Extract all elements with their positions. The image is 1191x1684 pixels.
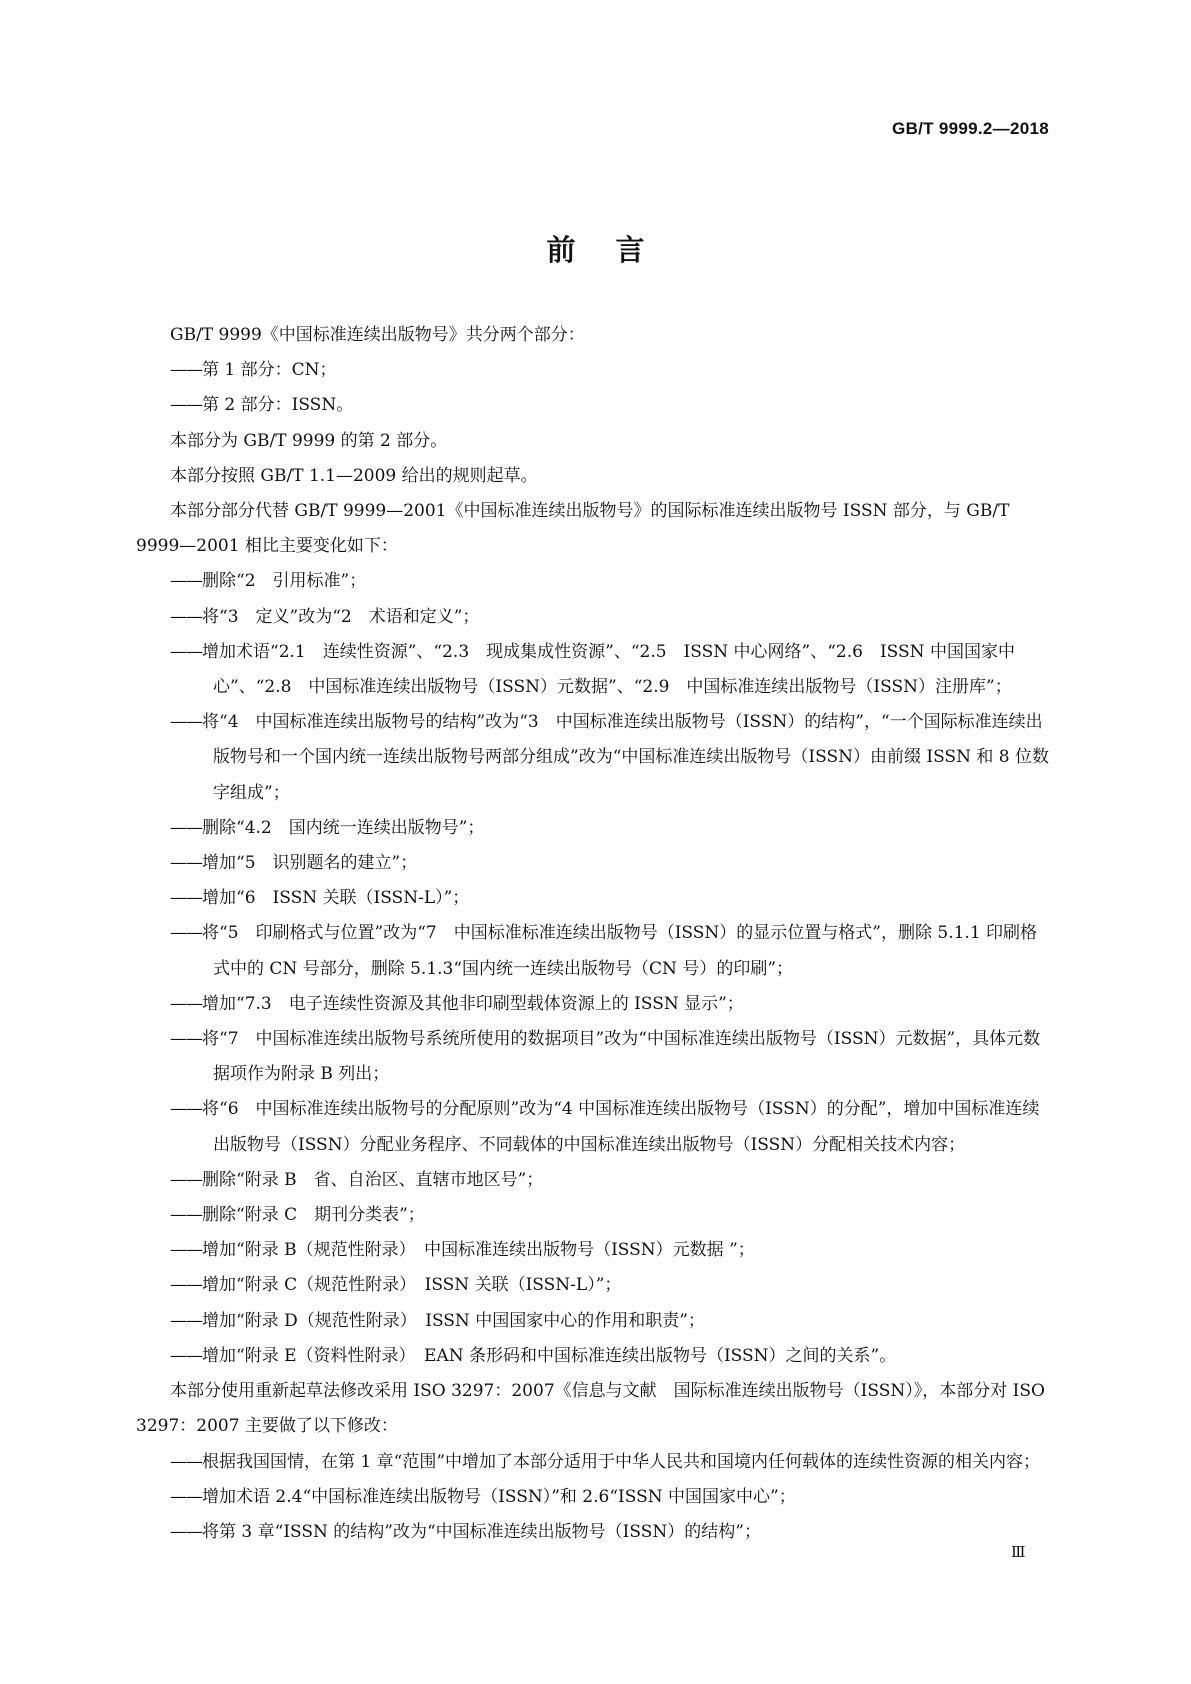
- list-item: [136, 1022, 1051, 1092]
- dash-marker: ——: [170, 1451, 202, 1472]
- list-item: [136, 705, 1051, 811]
- dash-marker: ——: [170, 641, 202, 662]
- list-item: [136, 811, 1051, 846]
- paragraphs-a: [136, 424, 1051, 565]
- list-item: [136, 1268, 1051, 1303]
- changes-list: [136, 564, 1051, 1374]
- modifications-list: [136, 1445, 1051, 1551]
- dash-marker: ——: [170, 817, 202, 838]
- list-item: [136, 388, 1051, 423]
- dash-marker: ——: [170, 571, 202, 592]
- list-item: [136, 881, 1051, 916]
- dash-marker: ——: [170, 712, 202, 733]
- list-item-text: 增加“7.3 电子连续性资源及其他非印刷型载体资源上的 ISSN 显示”；: [202, 993, 744, 1014]
- dash-marker: ——: [170, 1345, 202, 1366]
- list-item-text: 增加“附录 D（规范性附录） ISSN 中国国家中心的作用和职责”；: [202, 1310, 705, 1331]
- paragraph: 本部分部分代替 GB/T 9999—2001《中国标准连续出版物号》的国际标准连续出版物号 ISSN 部分，与 GB/T 9999—2001 相比主要变化如下：: [136, 501, 1010, 557]
- list-item-text: 删除“附录 C 期刊分类表”；: [202, 1205, 425, 1226]
- dash-marker: ——: [170, 606, 202, 627]
- paragraph: 本部分按照 GB/T 1.1—2009 给出的规则起草。: [170, 465, 538, 486]
- page-title: 前言: [546, 233, 685, 267]
- list-item: [136, 1304, 1051, 1339]
- list-item-text: 将“5 印刷格式与位置”改为“7 中国标准标准连续出版物号（ISSN）的显示位置与格式”，删除 5.1.1 印刷格式中的 CN 号部分，删除 5.1.3“国内统一连续出版物号（CN 号）的印刷”；: [202, 923, 1038, 979]
- dash-marker: ——: [170, 1310, 202, 1331]
- dash-marker: ——: [170, 1275, 202, 1296]
- list-item: [136, 1339, 1051, 1374]
- list-item: [136, 1515, 1051, 1550]
- dash-marker: ——: [170, 1486, 202, 1507]
- dash-marker: ——: [170, 993, 202, 1014]
- list-item: [136, 1163, 1051, 1198]
- paragraph: 本部分使用重新起草法修改采用 ISO 3297：2007《信息与文献 国际标准连续出版物号（ISSN）》，本部分对 ISO 3297：2007 主要做了以下修改：: [136, 1381, 1045, 1437]
- list-item-text: 将“6 中国标准连续出版物号的分配原则”改为“4 中国标准连续出版物号（ISSN）的分配”，增加中国标准连续出版物号（ISSN）分配业务程序、不同载体的中国标准连续出版物号（ISSN）分配相关技术内容；: [202, 1099, 1040, 1155]
- parts-list: [136, 353, 1051, 423]
- list-item-text: 增加“附录 C（规范性附录） ISSN 关联（ISSN-L）”；: [202, 1275, 622, 1296]
- list-item: [136, 846, 1051, 881]
- dash-marker: ——: [170, 1099, 202, 1120]
- list-item-text: 删除“2 引用标准”；: [202, 571, 367, 592]
- list-item: [136, 987, 1051, 1022]
- foreword-body: [136, 318, 1051, 1550]
- list-item-text: 将“7 中国标准连续出版物号系统所使用的数据项目”改为“中国标准连续出版物号（ISSN）元数据”，具体元数据项作为附录 B 列出；: [202, 1029, 1041, 1085]
- list-item-text: 删除“4.2 国内统一连续出版物号”；: [202, 817, 485, 838]
- list-item-text: 根据我国国情，在第 1 章“范围”中增加了本部分适用于中华人民共和国境内任何载体的连续性资源的相关内容；: [202, 1451, 1041, 1472]
- dash-marker: ——: [170, 360, 202, 381]
- dash-marker: ——: [170, 1205, 202, 1226]
- dash-marker: ——: [170, 853, 202, 874]
- list-item-text: 增加术语“2.1 连续性资源”、“2.3 现成集成性资源”、“2.5 ISSN 中心网络”、“2.6 ISSN 中国国家中心”、“2.8 中国标准连续出版物号（ISSN）元数据”、“2.9 中国标准连续出版物号（ISSN）注册库”；: [202, 641, 1015, 698]
- dash-marker: ——: [170, 1240, 202, 1261]
- list-item-text: 将“4 中国标准连续出版物号的结构”改为“3 中国标准连续出版物号（ISSN）的结构”，“一个国际标准连续出版物号和一个国内统一连续出版物号两部分组成”改为“中国标准连续出版物号（ISSN）由前缀 ISSN 和 8 位数字组成”；: [202, 712, 1049, 803]
- dash-marker: ——: [170, 923, 202, 944]
- list-item: [136, 635, 1051, 705]
- list-item-text: 增加“附录 B（规范性附录） 中国标准连续出版物号（ISSN）元数据 ”；: [202, 1240, 755, 1261]
- page-number: Ⅲ: [1011, 1543, 1026, 1561]
- list-item-text: 增加术语 2.4“中国标准连续出版物号（ISSN）”和 2.6“ISSN 中国国家中心”；: [202, 1486, 796, 1507]
- list-item-text: 第 1 部分：CN；: [202, 360, 337, 381]
- list-item: [136, 916, 1051, 986]
- list-item: [136, 1092, 1051, 1162]
- list-item: [136, 600, 1051, 635]
- standard-number: GB/T 9999.2—2018: [892, 119, 1049, 138]
- list-item: [136, 1198, 1051, 1233]
- paragraphs-b: [136, 1374, 1051, 1444]
- dash-marker: ——: [170, 1521, 202, 1542]
- list-item-text: 第 2 部分：ISSN。: [202, 395, 354, 416]
- list-item: [136, 564, 1051, 599]
- list-item: [136, 1445, 1051, 1480]
- list-item: [136, 1233, 1051, 1268]
- dash-marker: ——: [170, 888, 202, 909]
- dash-marker: ——: [170, 1169, 202, 1190]
- paragraph: GB/T 9999《中国标准连续出版物号》共分两个部分：: [170, 325, 585, 345]
- list-item-text: 删除“附录 B 省、自治区、直辖市地区号”；: [202, 1169, 544, 1190]
- list-item: [136, 353, 1051, 388]
- paragraph: 本部分为 GB/T 9999 的第 2 部分。: [170, 430, 448, 451]
- list-item-text: 增加“5 识别题名的建立”；: [202, 853, 418, 874]
- list-item-text: 增加“6 ISSN 关联（ISSN-L）”；: [202, 888, 470, 909]
- dash-marker: ——: [170, 395, 202, 416]
- list-item-text: 将第 3 章“ISSN 的结构”改为“中国标准连续出版物号（ISSN）的结构”；: [202, 1521, 761, 1542]
- list-item: [136, 1480, 1051, 1515]
- dash-marker: ——: [170, 1029, 202, 1050]
- list-item-text: 将“3 定义”改为“2 术语和定义”；: [202, 606, 480, 627]
- list-item-text: 增加“附录 E（资料性附录） EAN 条形码和中国标准连续出版物号（ISSN）之间的关系”。: [202, 1345, 897, 1366]
